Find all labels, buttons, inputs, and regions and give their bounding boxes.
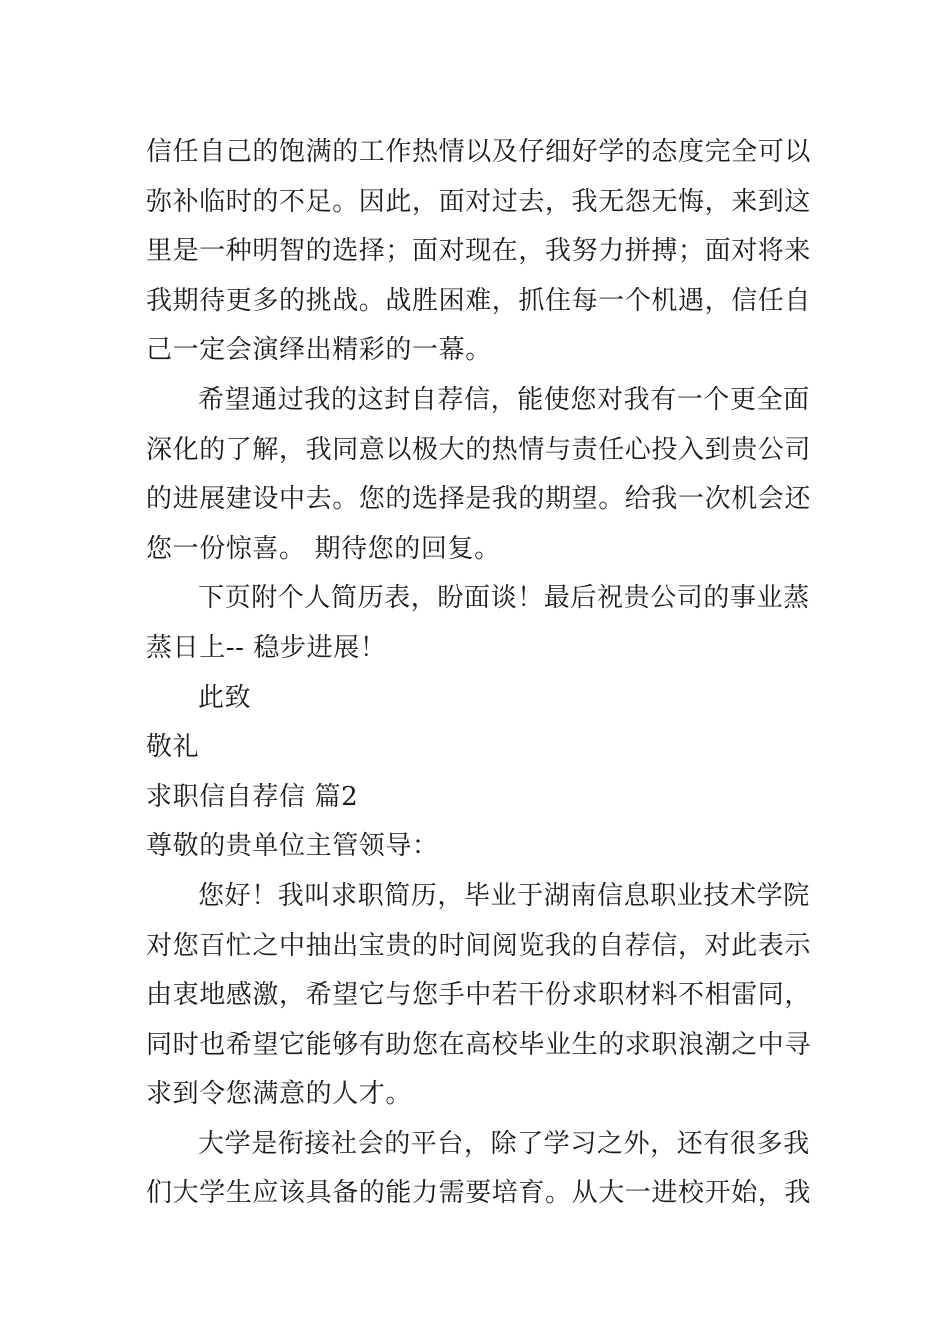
text-line: 弥补临时的不足。因此，面对过去，我无怨无悔，来到这 [146,186,812,217]
text-line: 里是一种明智的选择；面对现在，我努力拼搏；面对将来 [146,236,812,267]
text-line: 由衷地感激，希望它与您手中若干份求职材料不相雷同， [146,980,812,1011]
text-line: 同时也希望它能够有助您在高校毕业生的求职浪潮之中寻 [146,1029,812,1060]
closing-salutation: 此致 [198,682,252,713]
text-line: 您一份惊喜。 期待您的回复。 [146,533,501,564]
text-line: 们大学生应该具备的能力需要培育。从大一进校开始，我 [146,1178,812,1209]
letter-greeting: 尊敬的贵单位主管领导： [146,831,439,862]
paragraph-start-line: 大学是衔接社会的平台，除了学习之外，还有很多我 [198,1128,810,1159]
paragraph-start-line: 希望通过我的这封自荐信，能使您对我有一个更全面 [198,384,810,415]
paragraph-start-line: 下页附个人简历表，盼面谈！最后祝贵公司的事业蒸 [198,583,810,614]
text-line: 信任自己的饱满的工作热情以及仔细好学的态度完全可以 [146,137,812,167]
paragraph-start-line: 您好！我叫求职简历，毕业于湖南信息职业技术学院 [198,880,810,911]
text-line: 我期待更多的挑战。战胜困难，抓住每一个机遇，信任自 [146,285,812,316]
text-line: 深化的了解，我同意以极大的热情与责任心投入到贵公司 [146,434,812,465]
text-line: 的进展建设中去。您的选择是我的期望。给我一次机会还 [146,484,812,515]
text-line: 对您百忙之中抽出宝贵的时间阅览我的自荐信，对此表示 [146,930,812,961]
section-title: 求职信自荐信 篇2 [146,781,359,812]
document-body [146,128,810,1219]
closing-regards: 敬礼 [146,732,200,763]
text-line: 蒸日上-- 稳步进展！ [146,632,387,663]
text-line: 求到令您满意的人才。 [146,1079,413,1110]
text-line: 己一定会演绎出精彩的一幕。 [146,335,492,366]
